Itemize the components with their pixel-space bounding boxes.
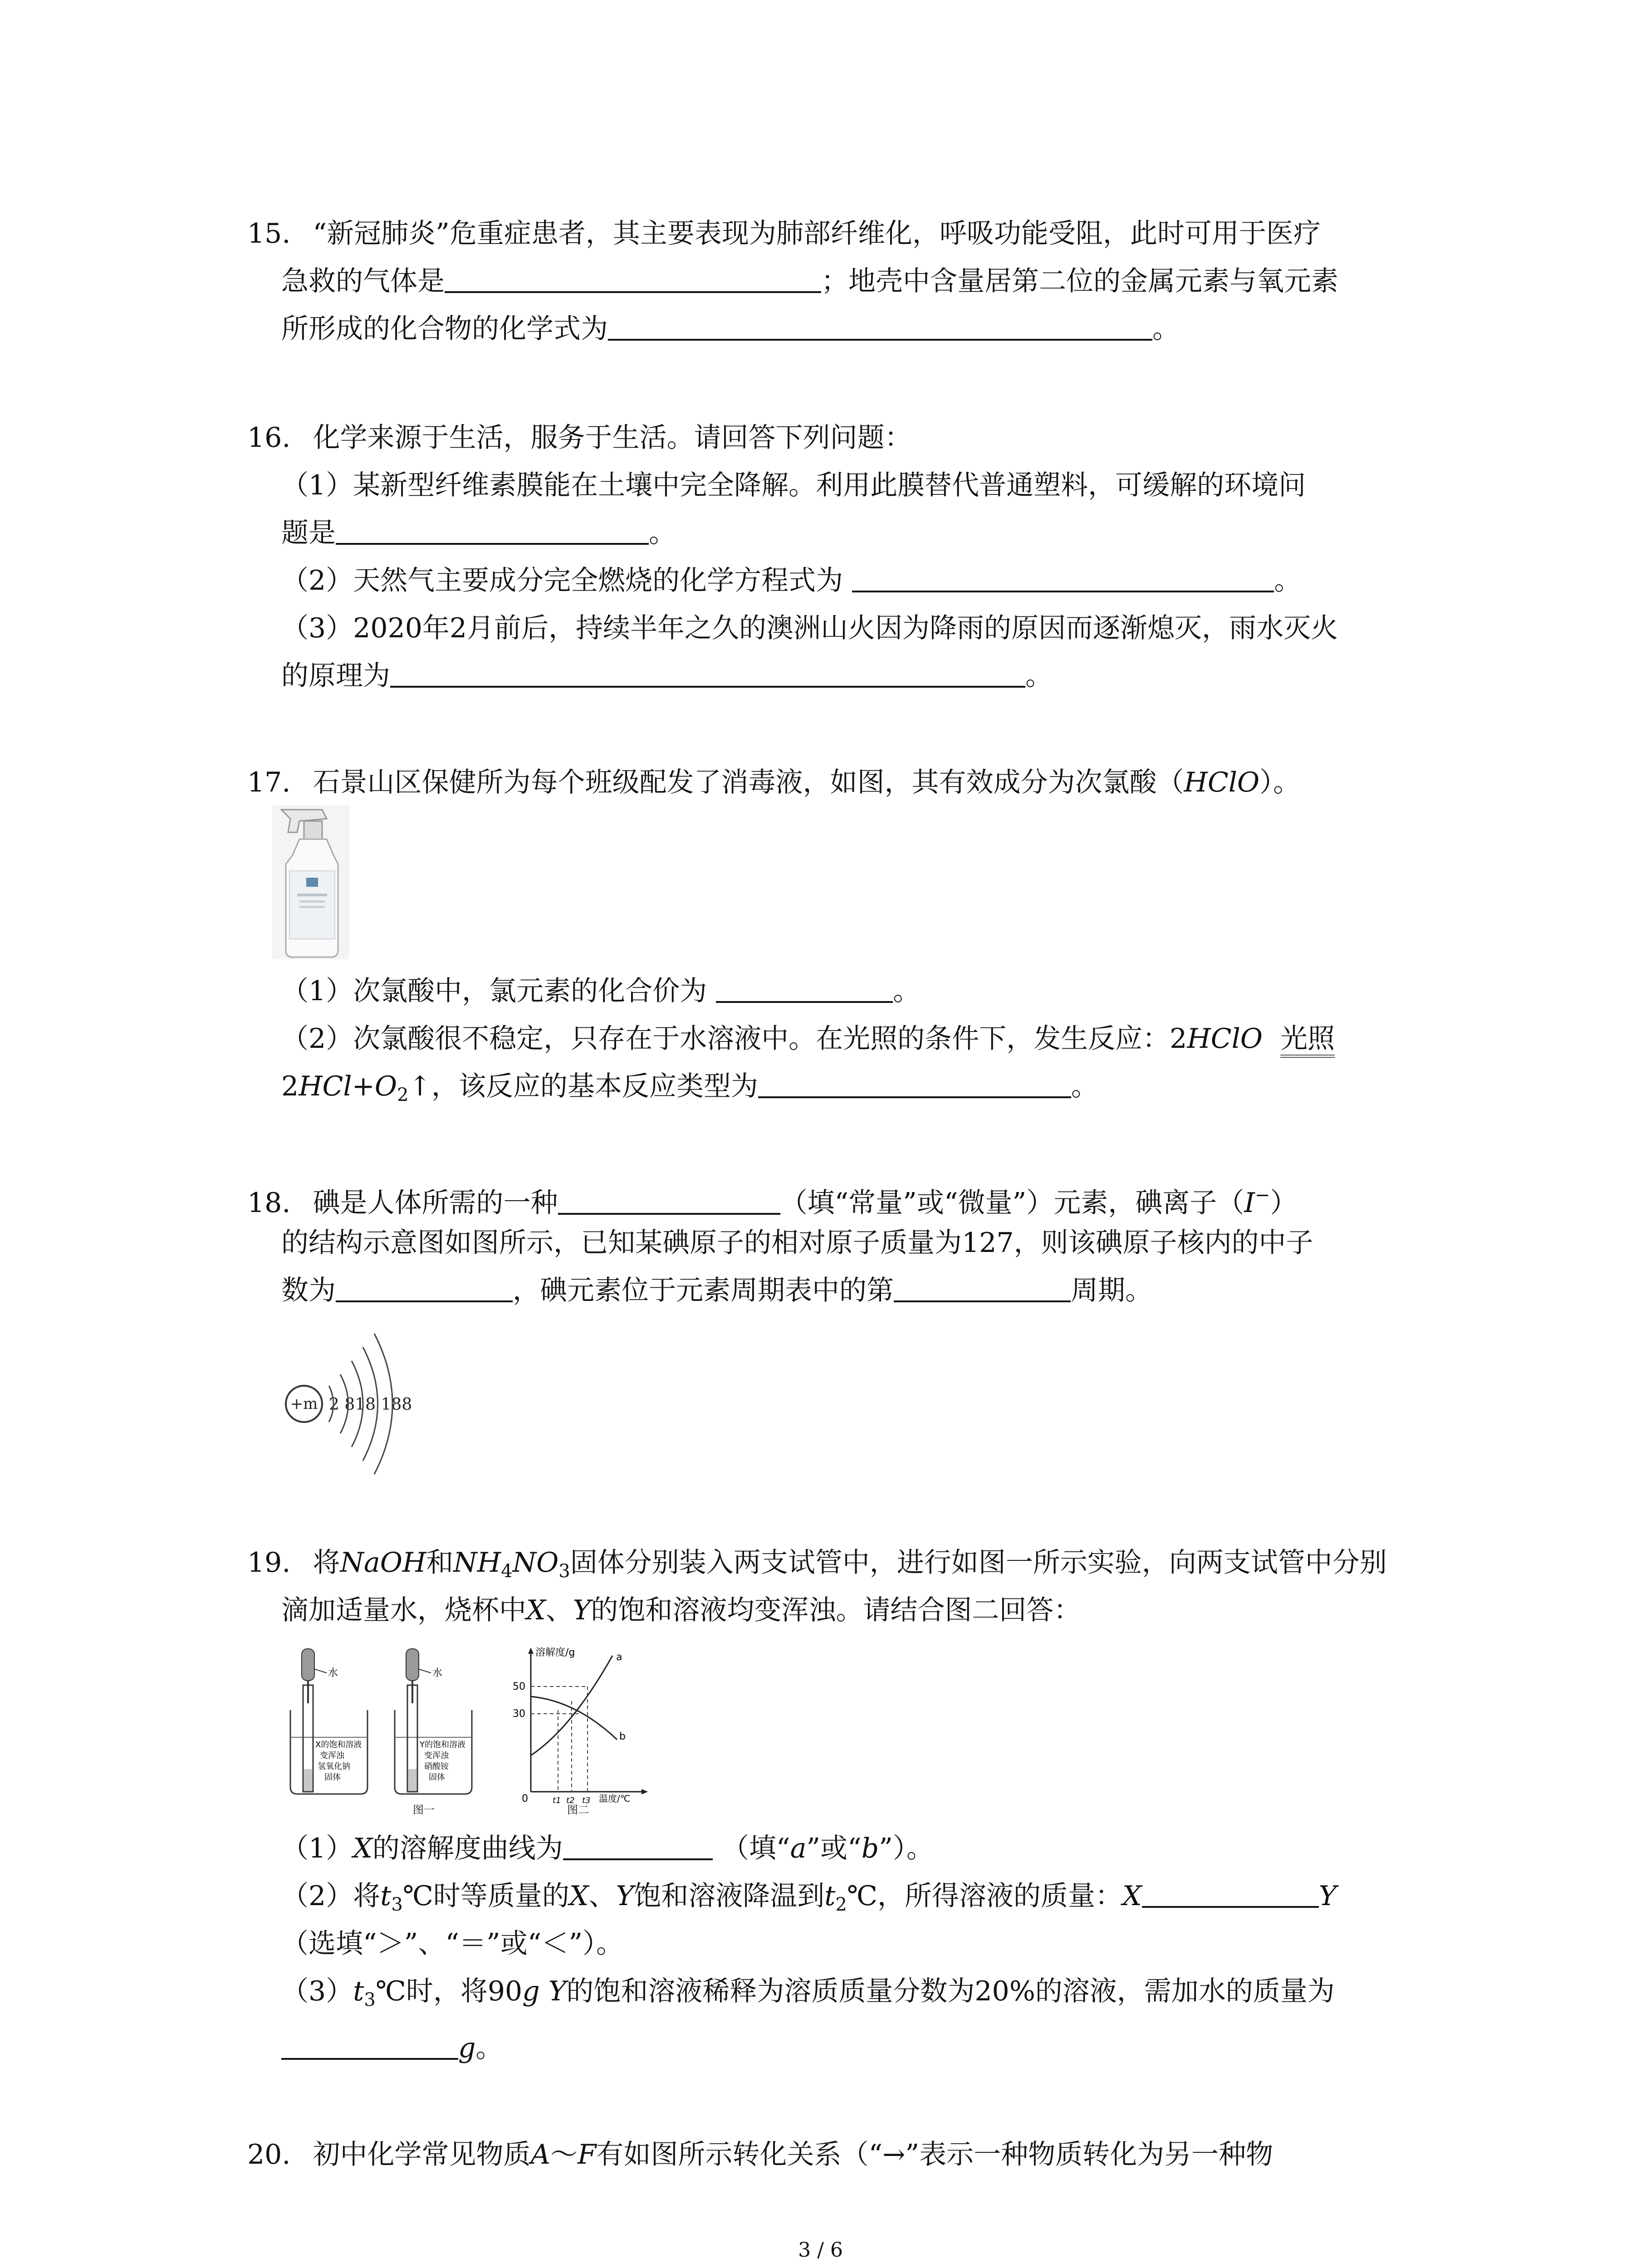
q17-sub2: （2）次氯酸很不稳定，只存在于水溶液中。在光照的条件下，发生反应：2HClO 光照 xyxy=(281,1018,1335,1059)
y-tick-30: 30 xyxy=(513,1708,525,1720)
q16-line6: 的原理为 。 xyxy=(281,655,1053,696)
q19-sub3-cont: g。 xyxy=(281,2028,503,2068)
q15-line1: 15. “新冠肺炎”危重症患者，其主要表现为肺部纤维化，呼吸功能受阻，此时可用于医疗 xyxy=(247,218,1321,249)
y-tick-50: 50 xyxy=(513,1681,525,1692)
water-label-2: 水 xyxy=(432,1667,443,1679)
q18-line1: 18. 碘是人体所需的一种 （填“常量”或“微量”）元素，碘离子（I−） xyxy=(247,1185,1298,1219)
q20-line1: 20. 初中化学常见物质A～F有如图所示转化关系（“→”表示一种物质转化为另一种物 xyxy=(247,2139,1274,2170)
q17-line1: 17. 石景山区保健所为每个班级配发了消毒液，如图，其有效成分为次氯酸（HClO）。 xyxy=(247,767,1301,798)
q17-answer-blank-1[interactable] xyxy=(716,974,893,1003)
q19-answer-blank-1[interactable] xyxy=(563,1831,713,1860)
q16-number: 16. xyxy=(247,422,291,454)
origin-label: 0 xyxy=(522,1793,528,1804)
disinfectant-bottle-image xyxy=(272,805,349,959)
page-number: 3 / 6 xyxy=(798,2239,843,2262)
q17-answer-blank-2[interactable] xyxy=(758,1069,1071,1098)
reaction-condition: 光照 xyxy=(1280,1023,1335,1058)
q19-sub1: （1）X的溶解度曲线为 （填“a”或“b”）。 xyxy=(281,1828,934,1869)
q19-line2: 滴加适量水，烧杯中X、Y的饱和溶液均变浑浊。请结合图二回答： xyxy=(281,1594,1081,1626)
q18-line3: 数为 ，碘元素位于元素周期表中的第 周期。 xyxy=(281,1270,1152,1311)
beaker-2 xyxy=(395,1649,472,1794)
q16-line2: （1）某新型纤维素膜能在土壤中完全降解。利用此膜替代普通塑料，可缓解的环境问 xyxy=(281,469,1306,501)
q15-number: 15. xyxy=(247,218,291,249)
svg-text:固体: 固体 xyxy=(324,1773,341,1782)
t2-label: t2 xyxy=(566,1796,575,1805)
q16-answer-blank-1[interactable] xyxy=(336,516,649,545)
q19-sub2-cont: （选填“＞”、“＝”或“＜”）。 xyxy=(281,1928,624,1960)
svg-text:变浑浊: 变浑浊 xyxy=(424,1751,449,1760)
curve-b xyxy=(531,1696,617,1740)
svg-text:变浑浊: 变浑浊 xyxy=(320,1751,344,1760)
q15-line3: 所形成的化合物的化学式为 。 xyxy=(281,308,1180,349)
q19-answer-blank-2[interactable] xyxy=(1142,1879,1319,1908)
q19-number: 19. xyxy=(247,1547,291,1579)
svg-text:X的饱和溶液: X的饱和溶液 xyxy=(315,1740,362,1750)
beaker-1 xyxy=(290,1649,367,1794)
svg-text:硝酸铵: 硝酸铵 xyxy=(424,1762,449,1771)
q16-line3: 题是 。 xyxy=(281,513,676,553)
x-axis-label: 温度/℃ xyxy=(599,1793,631,1804)
iodide-ion-structure-diagram xyxy=(272,1325,426,1483)
q19-answer-blank-3[interactable] xyxy=(281,2031,458,2060)
q16-line4: （2）天然气主要成分完全燃烧的化学方程式为 。 xyxy=(281,560,1301,601)
electron-shell-numbers: 2 818 188 xyxy=(329,1395,412,1414)
q16-line5: （3）2020年2月前后，持续半年之久的澳洲山火因为降雨的原因而逐渐熄灭，雨水灭火 xyxy=(281,612,1338,644)
figure-2-solubility-graph xyxy=(508,1642,658,1805)
q15-line2: 急救的气体是 ；地壳中含量居第二位的金属元素与氧元素 xyxy=(281,261,1338,302)
curve-b-label: b xyxy=(619,1731,626,1742)
q16-answer-blank-2[interactable] xyxy=(852,563,1274,592)
q20-number: 20. xyxy=(247,2139,291,2170)
q18-answer-blank-1[interactable] xyxy=(558,1186,780,1215)
q16-answer-blank-3[interactable] xyxy=(390,659,1025,688)
q19-sub2: （2）将$t_3℃$时等质量的X、Y饱和溶液降温到$t_2℃$，所得溶液的质量：X Y xyxy=(281,1876,1337,1925)
q18-line2: 的结构示意图如图所示，已知某碘原子的相对原子质量为127，则该碘原子核内的中子 xyxy=(281,1227,1313,1259)
q18-answer-blank-3[interactable] xyxy=(894,1273,1071,1302)
t3-label: t3 xyxy=(582,1796,591,1805)
q19-line1: 19. 将NaOH和$NH_4NO_3$固体分别装入两支试管中，进行如图一所示实验，向两支试管中分别 xyxy=(247,1547,1387,1582)
q17-sub1: （1）次氯酸中，氯元素的化合价为 。 xyxy=(281,971,920,1012)
nucleus-label: +m xyxy=(290,1395,318,1413)
q18-number: 18. xyxy=(247,1187,291,1219)
y-axis-label: 溶解度/g xyxy=(535,1647,575,1658)
t1-label: t1 xyxy=(553,1796,561,1805)
q18-answer-blank-2[interactable] xyxy=(336,1273,513,1302)
q16-line1: 16. 化学来源于生活，服务于生活。请回答下列问题： xyxy=(247,422,912,454)
svg-text:氢氧化钠: 氢氧化钠 xyxy=(318,1762,350,1771)
q17-number: 17. xyxy=(247,767,291,798)
figure-1-experiment xyxy=(281,1642,490,1814)
curve-a-label: a xyxy=(616,1652,622,1663)
svg-text:固体: 固体 xyxy=(429,1773,445,1782)
q15-answer-blank-2[interactable] xyxy=(608,312,1152,341)
water-label-1: 水 xyxy=(328,1667,338,1679)
q17-sub2-cont: $2HCl+O_2↑$，该反应的基本反应类型为 。 xyxy=(281,1066,1098,1115)
q15-answer-blank-1[interactable] xyxy=(445,264,821,293)
figure-2-caption: 图二 xyxy=(567,1804,589,1816)
q19-sub3: $(3)t_3℃$时，将90g Y的饱和溶液稀释为溶质质量分数为20%的溶液，需加水的质量为 xyxy=(281,1975,1335,2010)
figure-1-caption: 图一 xyxy=(413,1804,435,1816)
svg-text:Y的饱和溶液: Y的饱和溶液 xyxy=(420,1740,465,1750)
